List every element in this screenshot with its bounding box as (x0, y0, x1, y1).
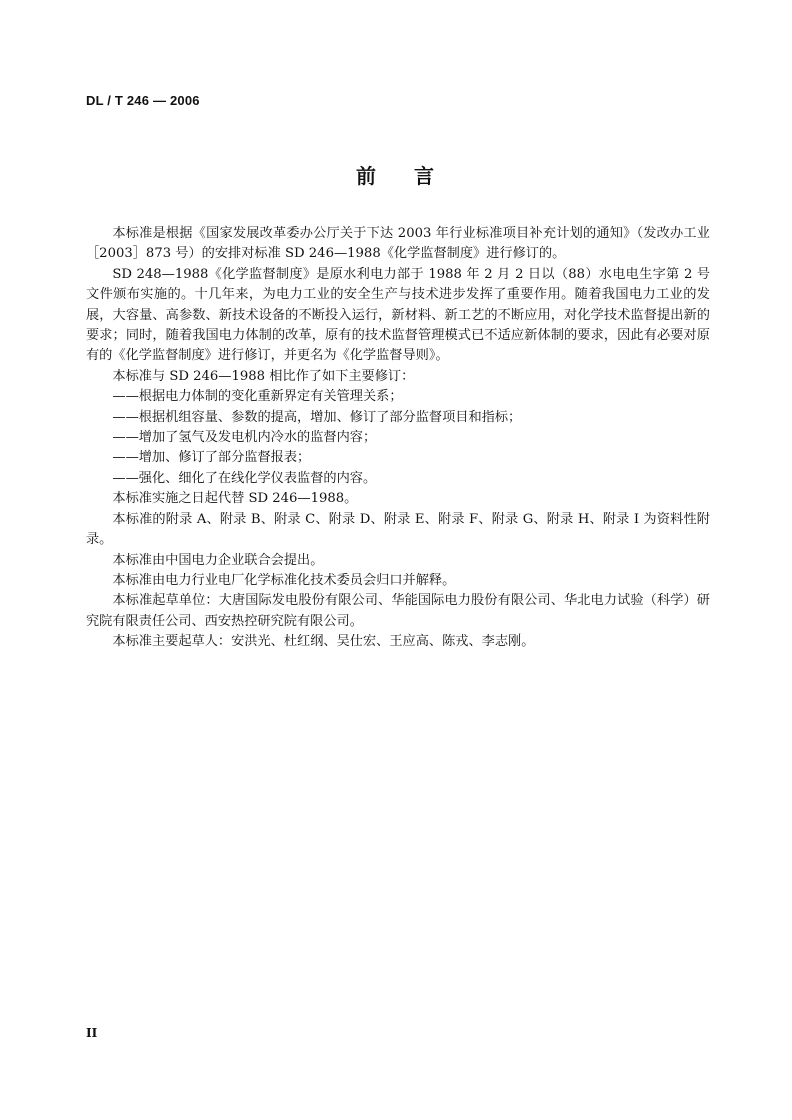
paragraph-proposer: 本标准由中国电力企业联合会提出。 (112, 552, 324, 568)
title-char-2: 言 (414, 164, 436, 188)
paragraph-2: SD 248—1988《化学监督制度》是原水利电力部于 1988 年 2 月 2 日以（88）水电电生字第 2 号文件颁布实施的。十几年来，为电力工业的安全生产与技术进步发挥了重要作用。随着我国电力工业的发展，大容量、高参数、新技术设备的不断投入运行，新材料、新工艺的不断应用，对化学技术监督提出新的要求；同时，随着我国电力体制的改革，原有的技术监督管理模式已不适应新体制的要求，因此有必要对原有的《化学监督制度》进行修订，并更名为《化学监督导则》。 (86, 266, 710, 364)
revision-item-2: ——根据机组容量、参数的提高，增加、修订了部分监督项目和指标； (112, 409, 522, 425)
paragraph-appendix: 本标准的附录 A、附录 B、附录 C、附录 D、附录 E、附录 F、附录 G、附录 H、附录 I 为资料性附录。 (86, 511, 710, 548)
paragraph-1: 本标准是根据《国家发展改革委办公厅关于下达 2003 年行业标准项目补充计划的通知》（发改办工业［2003］873 号）的安排对标准 SD 246—1988《化学监督制度》进行修订的。 (86, 226, 710, 262)
page-number: II (86, 1026, 98, 1040)
paragraph-interpreter: 本标准由电力行业电厂化学标准化技术委员会归口并解释。 (112, 572, 456, 588)
paragraph-replaces: 本标准实施之日起代替 SD 246—1988。 (112, 491, 358, 507)
paragraph-3: 本标准与 SD 246—1988 相比作了如下主要修订： (112, 368, 415, 384)
revision-item-1: ——根据电力体制的变化重新界定有关管理关系； (112, 389, 403, 405)
page-title (0, 160, 792, 189)
foreword-body (86, 224, 710, 653)
title-char-1: 前 (356, 164, 378, 188)
paragraph-drafters: 本标准主要起草人：安洪光、杜红纲、吴仕宏、王应高、陈戎、李志刚。 (112, 634, 535, 650)
revision-item-5: ——强化、细化了在线化学仪表监督的内容。 (112, 470, 377, 486)
paragraph-drafting-units: 本标准起草单位：大唐国际发电股份有限公司、华能国际电力股份有限公司、华北电力试验（科学）研究院有限责任公司、西安热控研究院有限公司。 (86, 593, 710, 629)
document-code: DL / T 246 — 2006 (86, 93, 200, 108)
revision-item-3: ——增加了氢气及发电机内冷水的监督内容； (112, 430, 377, 446)
revision-item-4: ——增加、修订了部分监督报表； (112, 450, 311, 466)
